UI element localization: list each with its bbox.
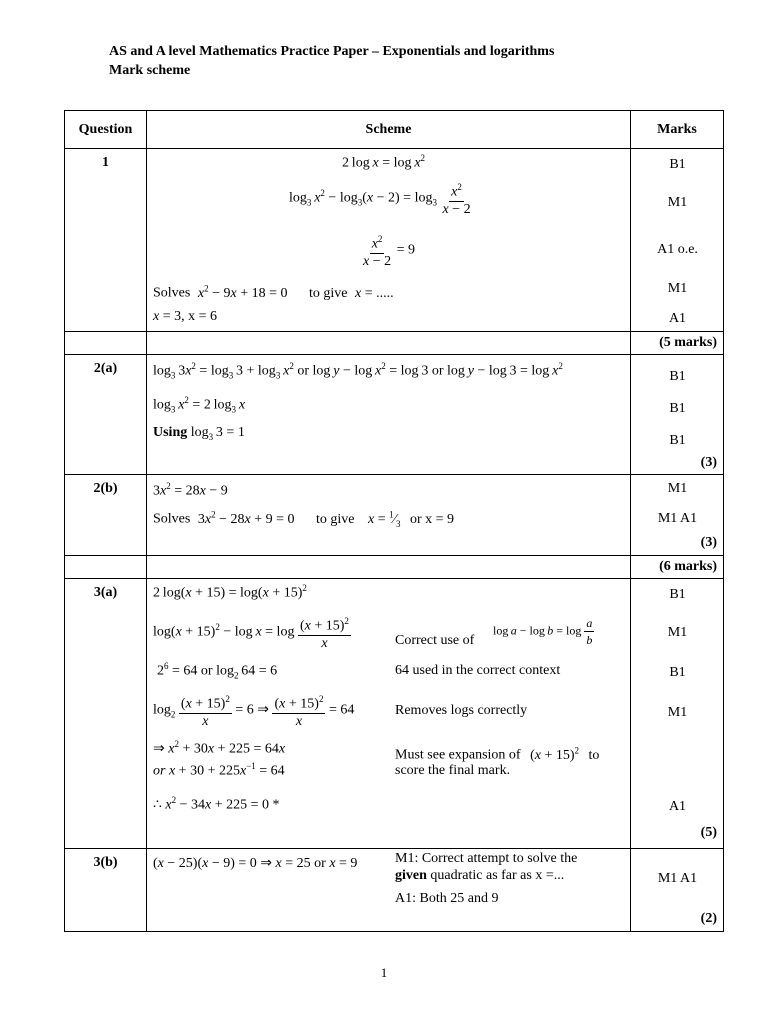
scheme-cell — [147, 149, 631, 332]
scheme-text: Using $\log_3 3 = 1$ — [153, 425, 245, 442]
mark: B1 — [669, 401, 686, 416]
document-header — [109, 42, 554, 80]
table-row — [65, 579, 724, 849]
marks-cell — [631, 849, 724, 932]
subtotal-marks: (3) — [700, 535, 717, 550]
equation: $\log_3 x^2 = 2$ $\log_3 x$ — [153, 395, 246, 415]
solves-label: Solves — [153, 285, 191, 301]
mark: M1 — [667, 625, 688, 640]
mark: B1 — [669, 587, 686, 602]
answer-x6: , x = 6 — [181, 309, 218, 324]
note-text: Removes logs correctly — [395, 703, 528, 718]
equation: (x − 25)(x − 9) = 0 ⇒ x = 25 or x = 9 — [153, 856, 358, 871]
table-row — [65, 332, 724, 355]
question-label: 1 — [65, 149, 147, 332]
page-number: 1 — [380, 965, 388, 980]
scheme-text: Solves $3x^2 - 28x + 9 = 0$ to give $x = ^1⁄_3$ or x = 9 — [153, 509, 455, 529]
mark: A1 o.e. — [657, 242, 698, 257]
scheme-text: x = 3, x = 6 — [153, 309, 218, 324]
mark: M1 — [667, 281, 688, 296]
subtotal-marks: (3) — [700, 455, 717, 470]
note-text: M1: Correct attempt to solve the — [395, 851, 578, 866]
to-give-label: to give — [308, 285, 348, 301]
equation: 2 $\log(x + 15) = \log(x + 15)^2$ — [153, 583, 307, 601]
mark: B1 — [669, 433, 686, 448]
mark: B1 — [669, 665, 686, 680]
table-row — [65, 355, 724, 475]
marks-cell — [631, 149, 724, 332]
scheme-text: Solves $x^2 - 9x + 18 = 0$ to give x = ..... — [153, 283, 394, 301]
table-row — [65, 475, 724, 556]
note-text: score the final mark. — [395, 763, 511, 778]
mark: M1 — [667, 705, 688, 720]
table-row — [65, 149, 724, 332]
note-text: 64 used in the correct context — [395, 663, 561, 678]
total-marks: (6 marks) — [631, 556, 724, 579]
equation: $3x^2 = 28x - 9$ — [153, 481, 228, 499]
column-header-marks: Marks — [631, 111, 724, 149]
mark: M1 A1 — [657, 871, 698, 886]
question-label: 2(a) — [65, 355, 147, 475]
equation: log a − log b = log $\frac{a}{b}$ — [493, 616, 593, 647]
subtotal-marks: (2) — [700, 911, 717, 926]
question-label: 3(a) — [65, 579, 147, 849]
table-row — [65, 556, 724, 579]
scheme-cell — [147, 475, 631, 556]
table-row — [65, 849, 724, 932]
scheme-cell — [147, 579, 631, 849]
question-label: 2(b) — [65, 475, 147, 556]
equation: $\log(x + 15)^2 - \log x = \log$ $\frac{(x + 15)^2}{x}$ — [153, 613, 351, 652]
using-label: Using — [153, 425, 188, 440]
column-header-scheme: Scheme — [147, 111, 631, 149]
mark: M1 — [667, 481, 688, 496]
equation: $\log_2$ $\frac{(x + 15)^2}{x}$ = 6 ⇒ $\frac{(x + 15)^2}{x}$ = 64 — [153, 691, 354, 730]
table-header-row — [65, 111, 724, 149]
mark: M1 — [667, 195, 688, 210]
equation: ∴ $x^2 - 34x + 225 = 0$ * — [153, 795, 280, 813]
equation: $\frac{x^2}{x - 2}$ = 9 — [361, 231, 415, 270]
document-subtitle: Mark scheme — [109, 63, 191, 78]
note-text: Must see expansion of $(x + 15)^2$ to — [395, 745, 600, 763]
mark: A1 — [668, 799, 687, 814]
marks-cell — [631, 355, 724, 475]
equation: 2 $\log x = \log x^2$ — [342, 153, 426, 171]
note-text: A1: Both 25 and 9 — [395, 891, 499, 906]
scheme-cell — [147, 849, 631, 932]
equation: $2^6 = 64$ or $\log_2 64 = 6$ — [157, 661, 278, 681]
total-marks: (5 marks) — [631, 332, 724, 355]
note-text: given quadratic as far as x =... — [395, 868, 565, 883]
marks-cell — [631, 475, 724, 556]
subtotal-marks: (5) — [700, 825, 717, 840]
equation: $\log_3 x^2 - \log_3(x - 2) = \log_3$ $\frac{x^2}{x - 2}$ — [289, 179, 473, 218]
equation: ⇒ $x^2 + 30x + 225 = 64x$ — [153, 739, 286, 757]
equation: or $x + 30 + 225x^{-1} = 64$ — [153, 761, 285, 779]
equation: $\log_3 3x^2 = \log_3 3 + \log_3 x^2$ or $\log y - \log x^2 = \log 3$ or $\log y - \log 3 = \log x^2$ — [153, 361, 563, 381]
mark-scheme-table — [64, 110, 724, 932]
scheme-cell — [147, 355, 631, 475]
marks-cell — [631, 579, 724, 849]
mark: A1 — [668, 311, 687, 326]
column-header-question: Question — [65, 111, 147, 149]
mark: B1 — [669, 369, 686, 384]
question-label: 3(b) — [65, 849, 147, 932]
mark: M1 A1 — [657, 511, 698, 526]
mark: B1 — [669, 157, 686, 172]
document-title: AS and A level Mathematics Practice Paper – Exponentials and logarithms — [109, 44, 555, 59]
note-text: Correct use of — [395, 633, 475, 648]
